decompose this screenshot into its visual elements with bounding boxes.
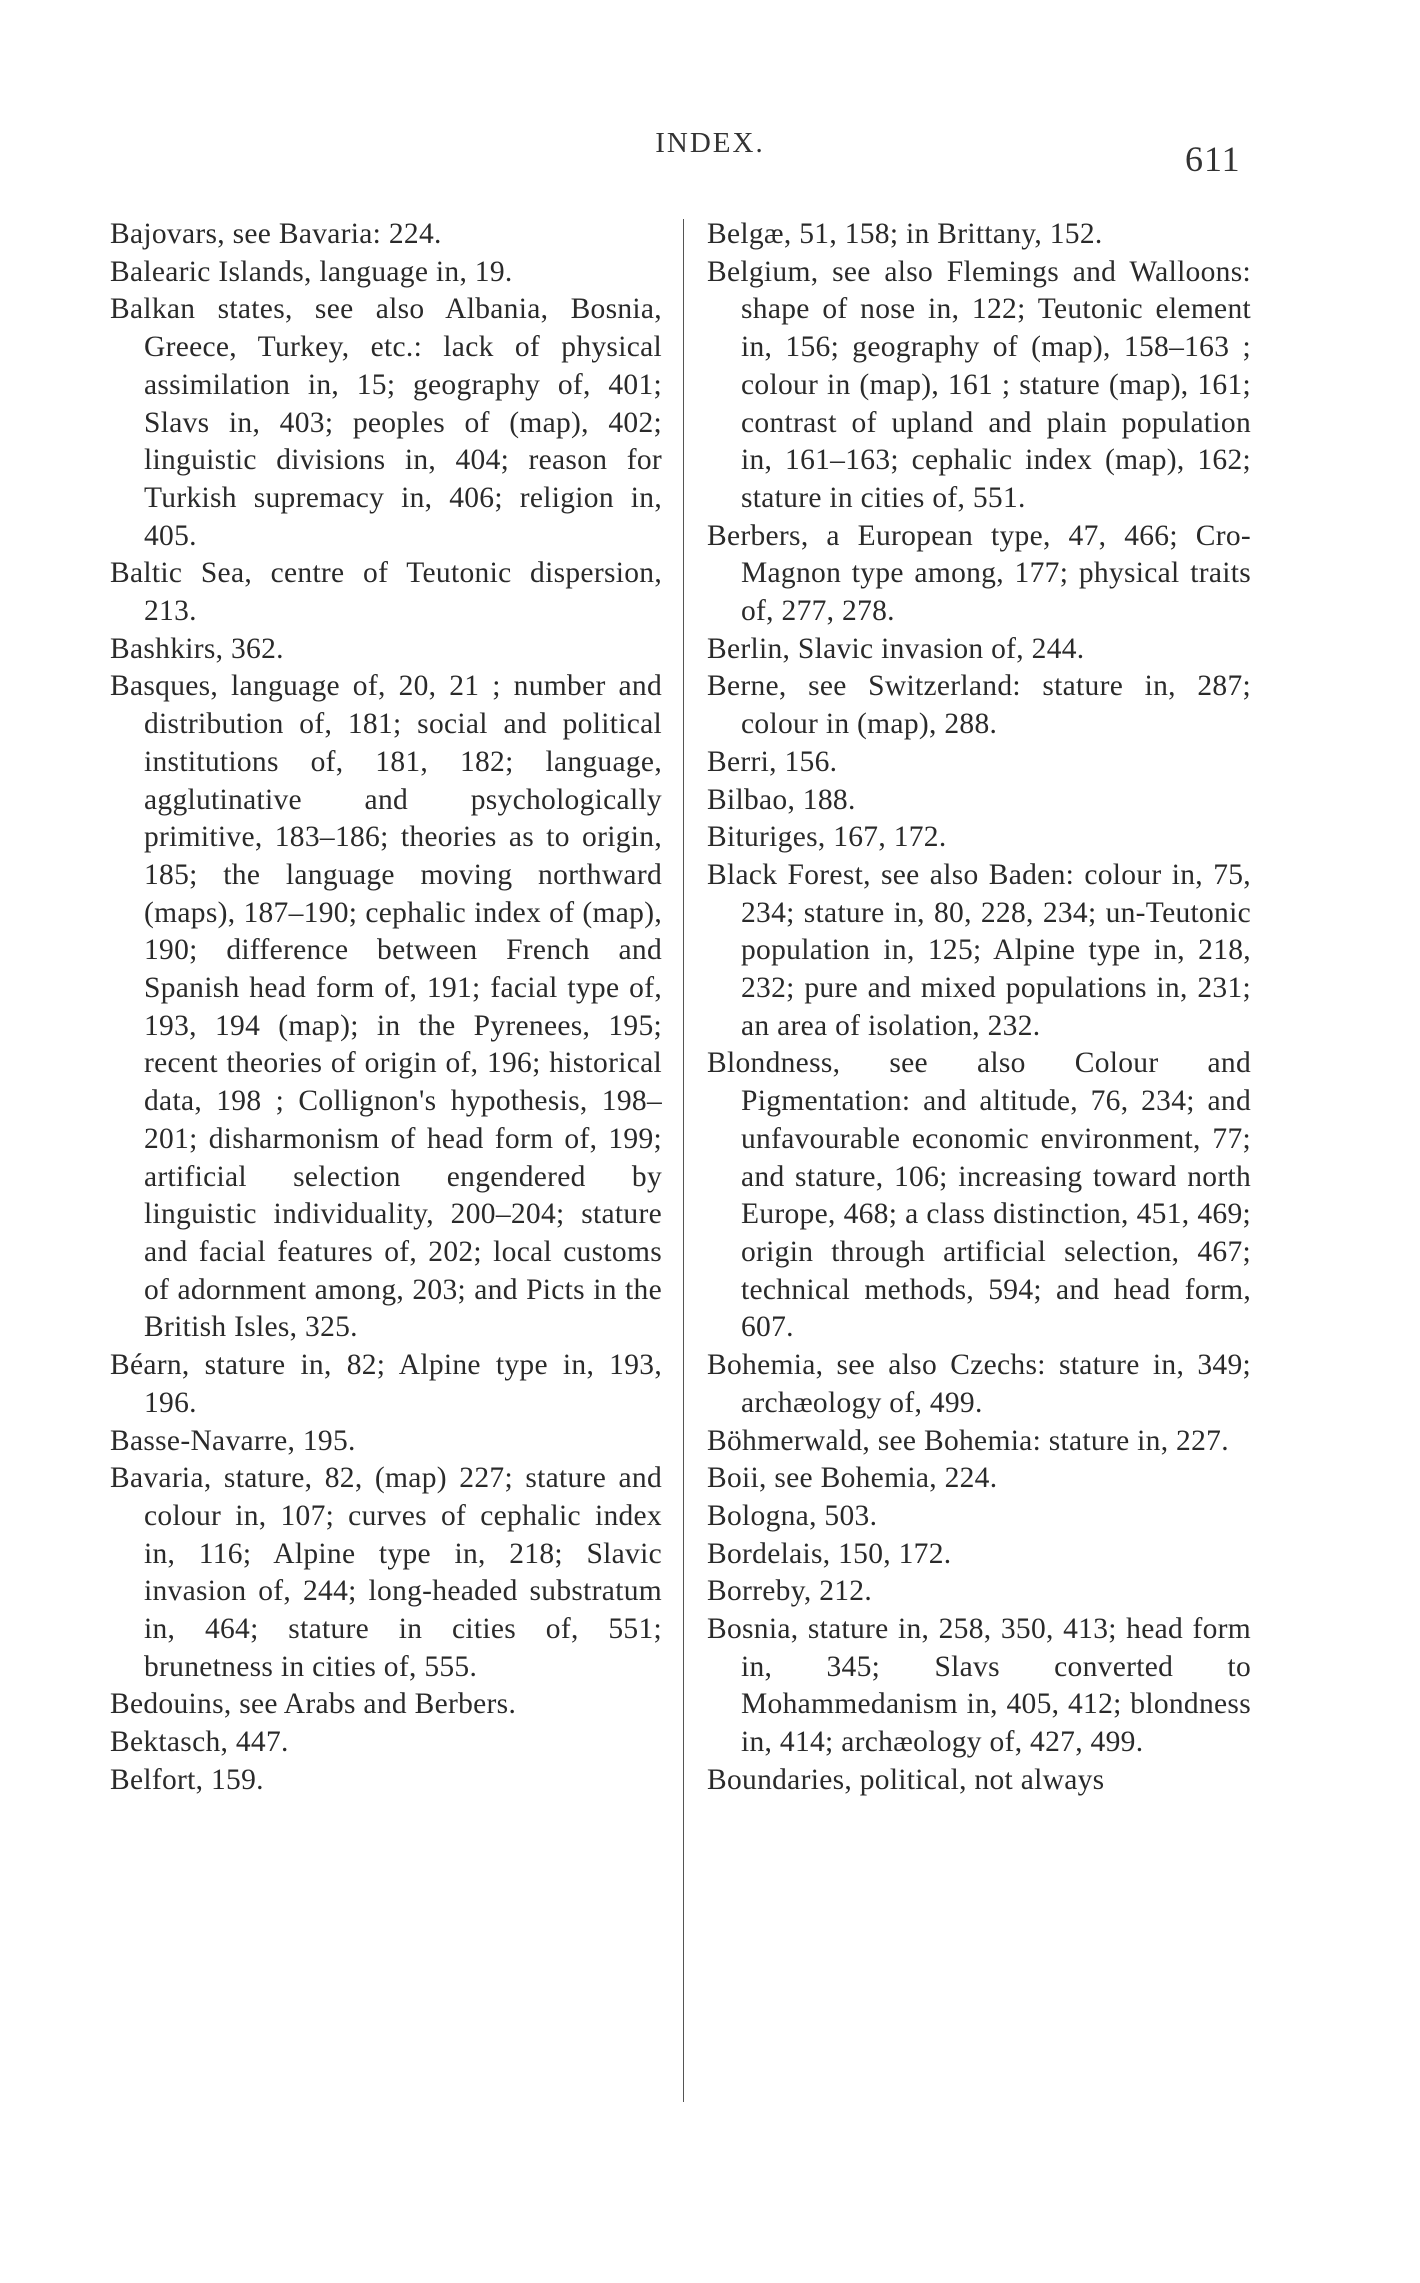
index-entry: Balearic Islands, language in, 19.	[110, 255, 513, 288]
index-entry: Basques, language of, 20, 21 ; number and distribution of, 181; social and political institutions of, 181, 182; language, agglutinative and psychologically primitive, 183–186; theories as to origin, 185; the language moving northward (maps), 187–190; cephalic index of (map), 190; difference between French and Spanish head form of, 191; facial type of, 193, 194 (map); in the Pyrenees, 195; recent theories of origin of, 196; historical data, 198 ; Collignon's hypothesis, 198–201; disharmonism of head form of, 199; artificial selection engendered by linguistic individuality, 200–204; stature and facial features of, 202; local customs of adornment among, 203; and Picts in the British Isles, 325.	[110, 670, 662, 1344]
index-entry: Balkan states, see also Albania, Bosnia, Greece, Turkey, etc.: lack of physical assimilation in, 15; geography of, 401; Slavs in, 403; peoples of (map), 402; linguistic divisions in, 404; reason for Turkish supremacy in, 406; religion in, 405.	[110, 293, 662, 552]
column-divider	[683, 219, 684, 2102]
page-number: 611	[1185, 139, 1241, 179]
index-entry: Blondness, see also Colour and Pigmentation: and altitude, 76, 234; and unfavourable economic environment, 77; and stature, 106; increasing toward north Europe, 468; a class distinction, 451, 469; origin through artificial selection, 467; technical methods, 594; and head form, 607.	[707, 1047, 1251, 1344]
index-entry: Belgium, see also Flemings and Walloons: shape of nose in, 122; Teutonic element in, 156; geography of (map), 158–163 ; colour in (map), 161 ; stature (map), 161; contrast of upland and plain population in, 161–163; cephalic index (map), 162; stature in cities of, 551.	[707, 255, 1251, 514]
index-entry: Black Forest, see also Baden: colour in, 75, 234; stature in, 80, 228, 234; un-Teutonic population in, 125; Alpine type in, 218, 232; pure and mixed populations in, 231; an area of isolation, 232.	[707, 858, 1251, 1042]
index-entry: Berlin, Slavic invasion of, 244.	[707, 632, 1085, 665]
index-entry: Boundaries, political, not always	[707, 1763, 1105, 1796]
index-entry: Bosnia, stature in, 258, 350, 413; head form in, 345; Slavs converted to Mohammedanism in, 405, 412; blondness in, 414; archæology of, 427, 499.	[707, 1613, 1251, 1759]
index-entry: Böhmerwald, see Bohemia: stature in, 227.	[707, 1424, 1229, 1457]
index-entry: Bavaria, stature, 82, (map) 227; stature and colour in, 107; curves of cephalic index in, 116; Alpine type in, 218; Slavic invasion of, 244; long-headed substratum in, 464; stature in cities of, 551; brunetness in cities of, 555.	[110, 1462, 662, 1683]
index-entry: Borreby, 212.	[707, 1575, 873, 1608]
index-entry: Berbers, a European type, 47, 466; Cro-Magnon type among, 177; physical traits of, 277, 278.	[707, 519, 1251, 628]
index-entry: Bohemia, see also Czechs: stature in, 349; archæology of, 499.	[707, 1349, 1251, 1419]
index-entry: Bashkirs, 362.	[110, 632, 284, 665]
index-column-left	[110, 216, 662, 1800]
index-entry: Bituriges, 167, 172.	[707, 821, 947, 854]
index-entry: Bedouins, see Arabs and Berbers.	[110, 1688, 517, 1721]
index-entry: Berne, see Switzerland: stature in, 287; colour in (map), 288.	[707, 670, 1251, 741]
index-entry: Bordelais, 150, 172.	[707, 1537, 952, 1570]
index-entry: Bektasch, 447.	[110, 1726, 289, 1759]
index-entry: Béarn, stature in, 82; Alpine type in, 193, 196.	[110, 1349, 662, 1419]
index-entry: Bologna, 503.	[707, 1499, 878, 1532]
index-entry: Basse-Navarre, 195.	[110, 1424, 356, 1457]
index-entry: Boii, see Bohemia, 224.	[707, 1462, 998, 1495]
index-entry: Berri, 156.	[707, 745, 838, 778]
index-entry: Belgæ, 51, 158; in Brittany, 152.	[707, 218, 1103, 250]
index-entry: Bilbao, 188.	[707, 783, 856, 816]
running-header: INDEX.	[655, 127, 765, 159]
index-entry: Bajovars, see Bavaria: 224.	[110, 218, 442, 250]
index-column-right	[707, 216, 1251, 1800]
index-entry: Baltic Sea, centre of Teutonic dispersion, 213.	[110, 557, 662, 628]
index-entry: Belfort, 159.	[110, 1763, 264, 1796]
